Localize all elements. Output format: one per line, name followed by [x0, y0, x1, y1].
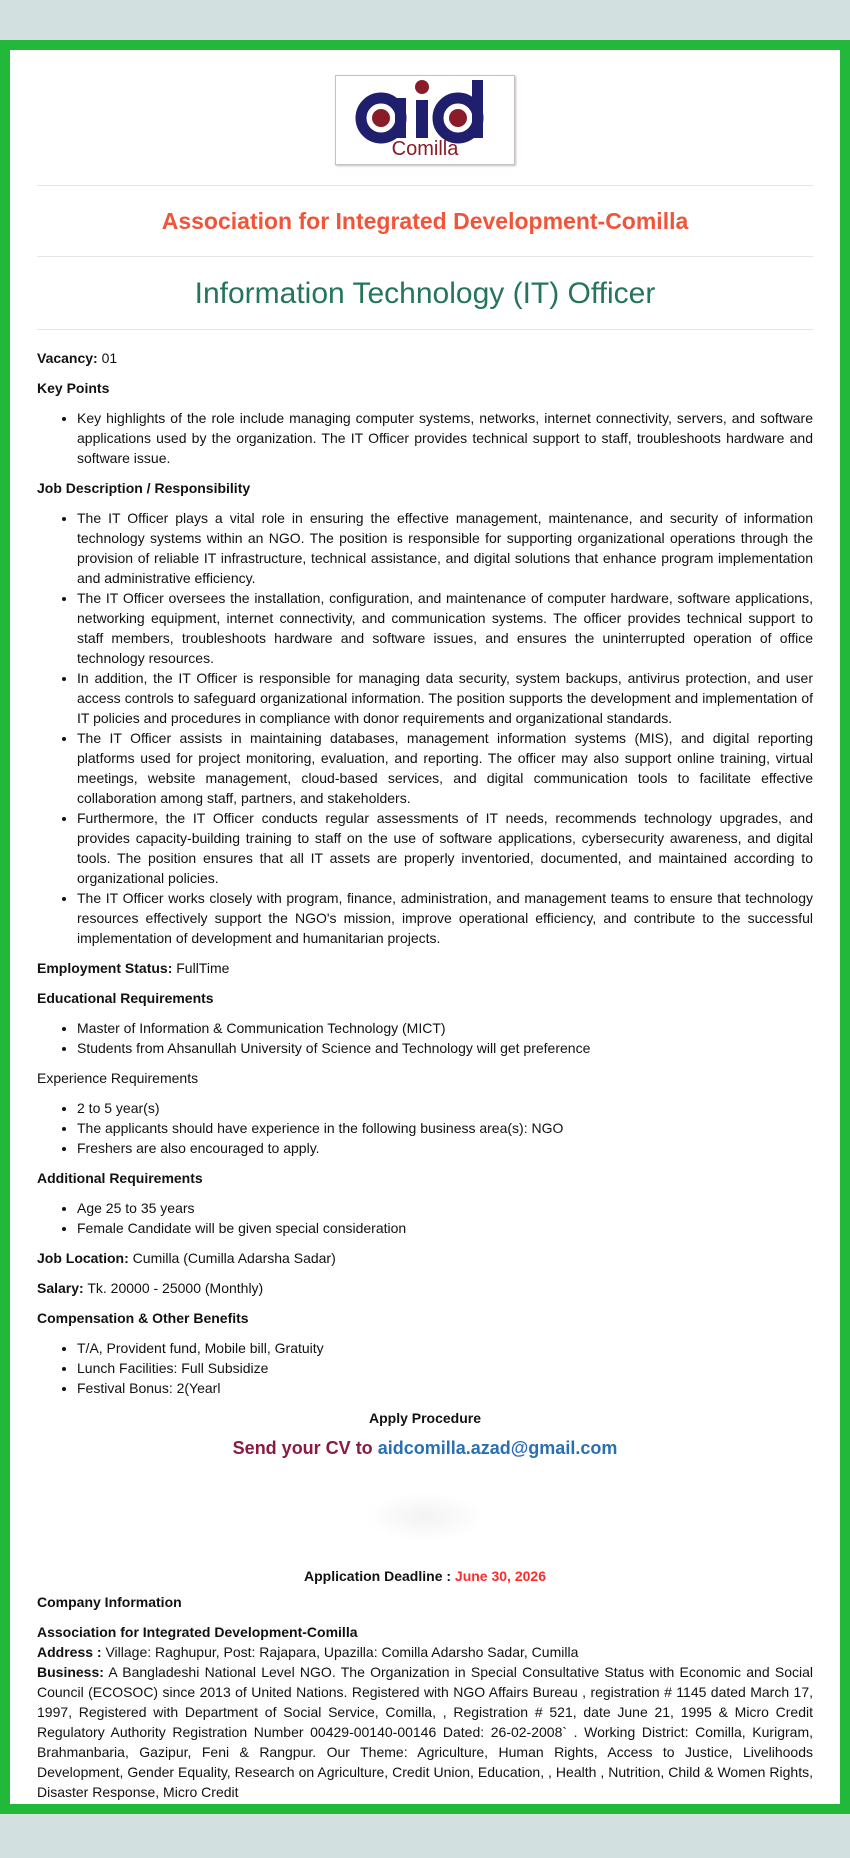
apply-email-link[interactable]: aidcomilla.azad@gmail.com — [377, 1438, 618, 1458]
list-item: • Festival Bonus: 2(Yearl — [77, 1378, 813, 1398]
list-item: • In addition, the IT Officer is responsible for managing data security, system backups, antivirus protection, and user access controls to safeguard organizational information. The position supports the development and implementation of IT policies and procedures in compliance with donor requirements and organizational standards. — [77, 668, 813, 728]
vacancy-label: Vacancy: — [37, 350, 98, 366]
experience-list — [37, 1098, 813, 1158]
address-label: Address : — [37, 1644, 102, 1660]
additional-requirements-list — [37, 1198, 813, 1238]
employment-status-row — [37, 958, 813, 978]
company-name — [37, 1622, 813, 1642]
job-location-value: Cumilla (Cumilla Adarsha Sadar) — [132, 1250, 336, 1266]
list-item: • The IT Officer assists in maintaining databases, management information systems (MIS), and digital reporting platforms used for project monitoring, evaluation, and reporting. The officer may also support online training, virtual meetings, website management, cloud-based services, and digital communication tools to facilitate effective collaboration among staff, partners, and stakeholders. — [77, 728, 813, 808]
organization-title: Association for Integrated Development-Comilla — [161, 208, 689, 234]
vacancy-row — [37, 348, 813, 368]
experience-heading: Experience Requirements — [37, 1070, 199, 1086]
job-description-list — [37, 508, 813, 948]
compensation-list — [37, 1338, 813, 1398]
list-item: • 2 to 5 year(s) — [77, 1098, 813, 1118]
job-post-card — [10, 50, 840, 1804]
employment-status-value: FullTime — [176, 960, 230, 976]
job-location-row — [37, 1248, 813, 1268]
company-address — [37, 1642, 813, 1662]
list-item: • Master of Information & Communication Technology (MICT) — [77, 1018, 813, 1038]
send-cv-line — [37, 1438, 813, 1458]
application-deadline — [37, 1566, 813, 1586]
salary-label: Salary: — [37, 1280, 84, 1296]
education-list — [37, 1018, 813, 1058]
additional-requirements-heading: Additional Requirements — [37, 1170, 203, 1186]
company-business — [37, 1662, 813, 1802]
list-item: • Female Candidate will be given special consideration — [77, 1218, 813, 1238]
list-item: • The IT Officer oversees the installation, configuration, and maintenance of computer hardware, software applications, networking equipment, internet connectivity, and communication systems. The officer provides technical support to staff members, troubleshoots hardware and software issues, and ensures the uninterrupted operation of office technology resources. — [77, 588, 813, 668]
send-cv-label: Send your CV to — [232, 1438, 373, 1458]
list-item: • Students from Ahsanullah University of Science and Technology will get preference — [77, 1038, 813, 1058]
page-border — [0, 40, 850, 1814]
education-heading: Educational Requirements — [37, 990, 214, 1006]
deadline-label: Application Deadline : — [304, 1568, 452, 1584]
salary-row — [37, 1278, 813, 1298]
vacancy-value: 01 — [101, 350, 118, 366]
apply-procedure-heading: Apply Procedure — [368, 1410, 482, 1426]
job-location-label: Job Location: — [37, 1250, 129, 1266]
business-label: Business: — [37, 1664, 104, 1680]
deadline-date: June 30, 2026 — [454, 1568, 546, 1584]
logo-area — [37, 50, 813, 185]
aid-comilla-logo — [335, 75, 515, 165]
job-title: Information Technology (IT) Officer — [194, 277, 656, 310]
job-details — [37, 330, 813, 1802]
list-item: • Furthermore, the IT Officer conducts regular assessments of IT needs, recommends technology upgrades, and provides capacity-building training to staff on the use of software applications, cybersecurity awareness, and digital tools. The position ensures that all IT assets are properly inventoried, documented, and maintained according to organizational policies. — [77, 808, 813, 888]
business-value: A Bangladeshi National Level NGO. The Organization in Special Consultative Status with Economic and Social Council (ECOSOC) since 2013 of United Nations. Registered with NGO Affairs Bureau , registration # 1145 dated March 17, 1997, Registered with Department of Social Service, Comilla, , Registration # 521, date June 21, 1995 & Micro Credit Regulatory Authority Registration Number 00429-00140-00146 Dated: 26-02-2008` . Working District: Comilla, Kurigram, Brahmanbaria, Gazipur, Feni & Rangpur. Our Theme: Agriculture, Human Rights, Access to Justice, Livelihoods Development, Gender Equality, Research on Agriculture, Credit Union, Education, , Health , Nutrition, Child & Women Rights, Disaster Response, Micro Credit — [37, 1664, 814, 1800]
company-information — [37, 1592, 813, 1802]
list-item: • Age 25 to 35 years — [77, 1198, 813, 1218]
logo-subtext: Comilla — [391, 138, 459, 160]
list-item: • The IT Officer plays a vital role in ensuring the effective management, maintenance, and security of information technology systems within an NGO. The position is responsible for supporting organizational operations through the provision of reliable IT infrastructure, technical assistance, and digital solutions that enhance program implementation and administrative efficiency. — [77, 508, 813, 588]
address-value: Village: Raghupur, Post: Rajapara, Upazilla: Comilla Adarsho Sadar, Cumilla — [105, 1644, 579, 1660]
list-item: • The applicants should have experience in the following business area(s): NGO — [77, 1118, 813, 1138]
company-name-text: Association for Integrated Development-Comilla — [37, 1624, 358, 1640]
salary-value: Tk. 20000 - 25000 (Monthly) — [87, 1280, 264, 1296]
list-item: • Lunch Facilities: Full Subsidize — [77, 1358, 813, 1378]
employment-status-label: Employment Status: — [37, 960, 173, 976]
job-description-heading: Job Description / Responsibility — [37, 480, 251, 496]
list-item: • The IT Officer works closely with program, finance, administration, and management teams to ensure that technology resources effectively support the NGO's mission, improve operational efficiency, and contribute to the successful implementation of development and humanitarian projects. — [77, 888, 813, 948]
faded-image — [365, 1492, 485, 1542]
key-points-list — [37, 408, 813, 468]
compensation-heading: Compensation & Other Benefits — [37, 1310, 249, 1326]
key-points-heading: Key Points — [37, 380, 110, 396]
list-item: • Freshers are also encouraged to apply. — [77, 1138, 813, 1158]
list-item: • T/A, Provident fund, Mobile bill, Gratuity — [77, 1338, 813, 1358]
list-item: • Key highlights of the role include managing computer systems, networks, internet connectivity, servers, and software applications used by the organization. The IT Officer provides technical support to staff, troubleshoots hardware and software issue. — [77, 408, 813, 468]
company-info-heading: Company Information — [37, 1594, 182, 1610]
